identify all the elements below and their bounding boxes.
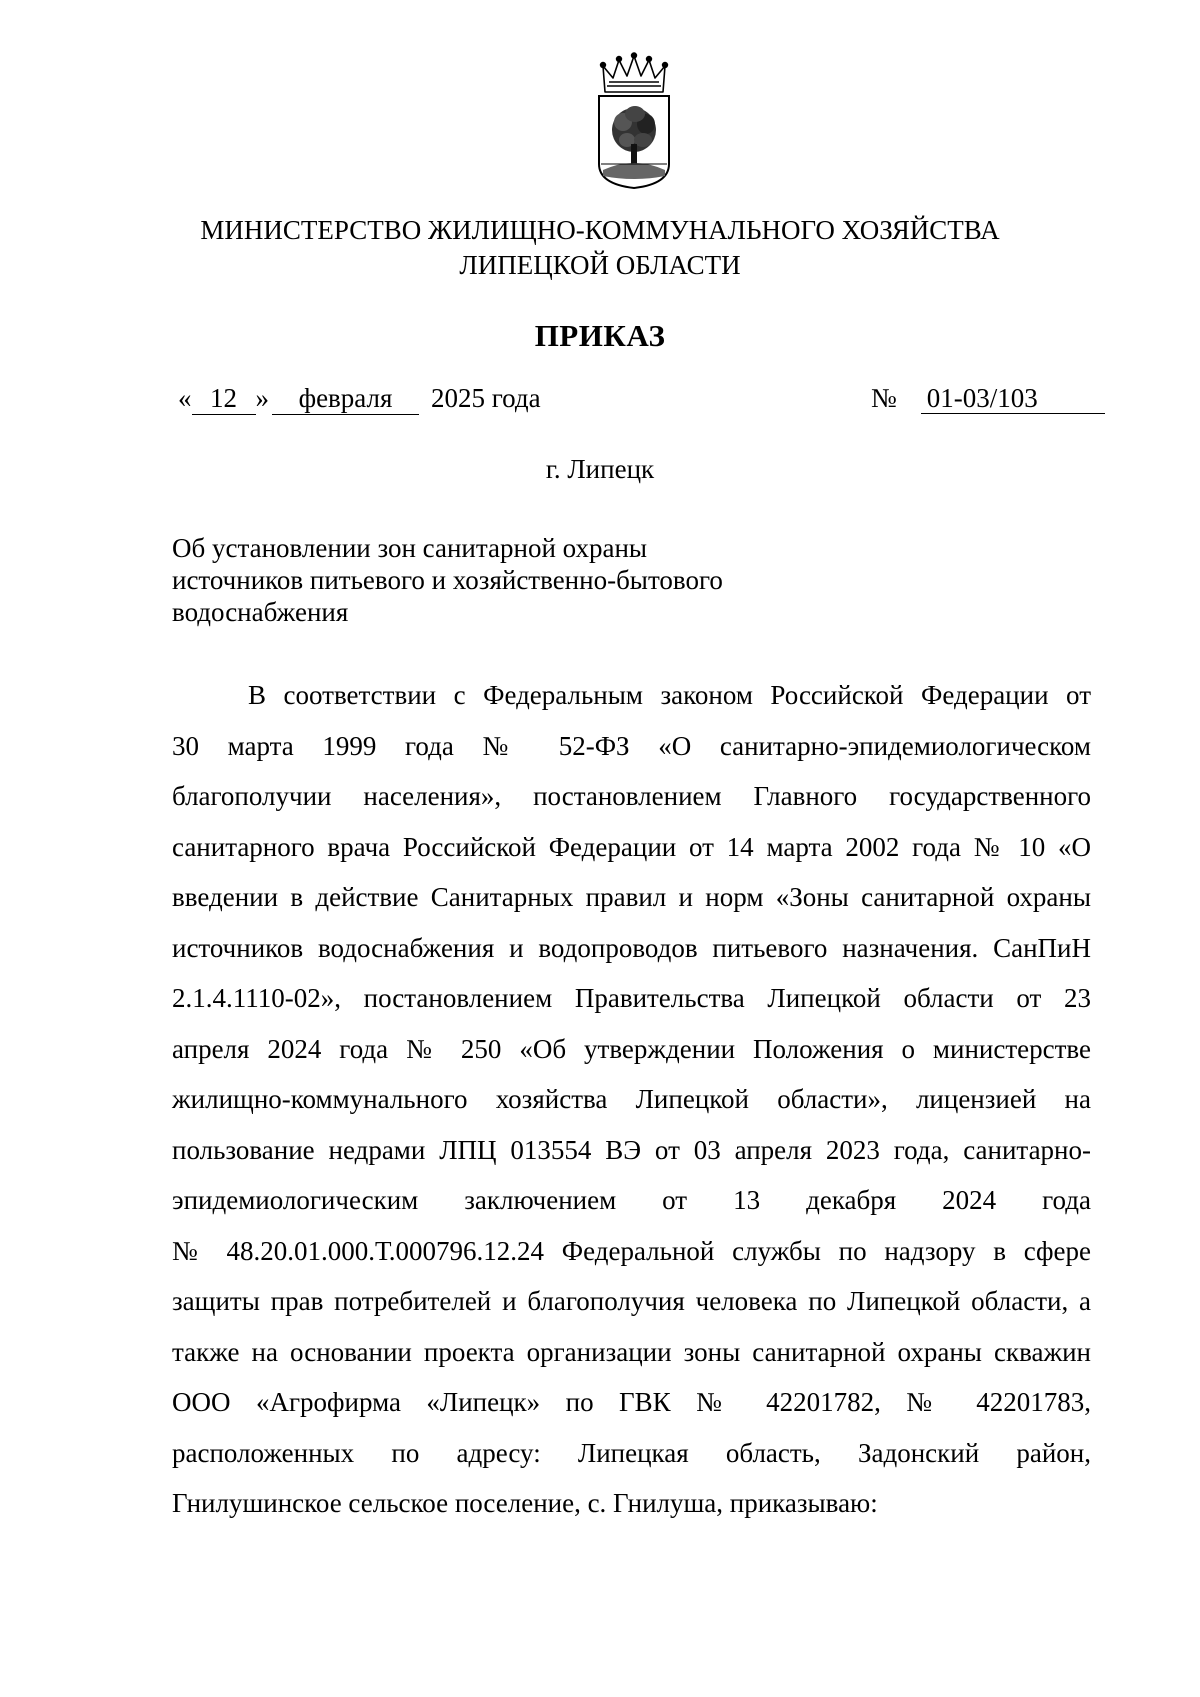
number-sign: № xyxy=(871,383,897,413)
body-line: санитарного врача Российской Федерации от 14 марта 2002 года № 10 «О xyxy=(172,831,1091,862)
body-line: № 48.20.01.000.Т.000796.12.24 Федеральной службы по надзору в сфере xyxy=(172,1235,1091,1266)
subject-line: источников питьевого и хозяйственно-бытового xyxy=(172,565,723,595)
body-line: источников водоснабжения и водопроводов питьевого назначения. СанПиН xyxy=(172,932,1091,963)
date-month: февраля xyxy=(272,383,419,415)
ministry-name-line-2: ЛИПЕЦКОЙ ОБЛАСТИ xyxy=(459,250,741,280)
document-subject xyxy=(172,532,812,628)
body-line: апреля 2024 года № 250 «Об утверждении Положения о министерстве xyxy=(172,1033,1091,1064)
body-line: жилищно-коммунального хозяйства Липецкой области», лицензией на xyxy=(172,1084,1091,1114)
number-value: 01-03/103 xyxy=(921,383,1105,414)
date-day: 12 xyxy=(192,383,256,415)
city-name: г. Липецк xyxy=(545,454,655,484)
body-line: Гнилушинское сельское поселение, с. Гнилуша, приказываю: xyxy=(172,1488,878,1518)
date-open-quote: « xyxy=(178,383,192,413)
body-line: 2.1.4.1110-02», постановлением Правительства Липецкой области от 23 xyxy=(172,983,1091,1013)
lipetsk-coat-of-arms-icon xyxy=(591,52,677,190)
body-line: 30 марта 1999 года № 52-ФЗ «О санитарно-эпидемиологическом xyxy=(172,730,1091,761)
subject-line: водоснабжения xyxy=(172,597,349,627)
body-line: расположенных по адресу: Липецкая область, Задонский район, xyxy=(172,1437,1091,1468)
date-year: 2025 года xyxy=(431,383,541,413)
body-line: также на основании проекта организации зоны санитарной охраны скважин xyxy=(172,1336,1091,1367)
body-line: пользование недрами ЛПЦ 013554 ВЭ от 03 апреля 2023 года, санитарно- xyxy=(172,1134,1091,1165)
body-line: благополучии населения», постановлением Главного государственного xyxy=(172,781,1091,811)
subject-line: Об установлении зон санитарной охраны xyxy=(172,533,648,563)
ministry-name-line-1: МИНИСТЕРСТВО ЖИЛИЩНО-КОММУНАЛЬНОГО ХОЗЯЙСТВА xyxy=(200,215,1000,245)
document-date xyxy=(178,382,541,415)
body-line: защиты прав потребителей и благополучия человека по Липецкой области, а xyxy=(172,1286,1091,1316)
body-line: ООО «Агрофирма «Липецк» по ГВК № 42201782, № 42201783, xyxy=(172,1387,1091,1417)
document-body-paragraph xyxy=(172,677,1091,1536)
body-line: В соответствии с Федеральным законом Российской Федерации от xyxy=(248,680,1091,710)
document-number xyxy=(871,382,1105,415)
document-type-title: ПРИКАЗ xyxy=(534,318,666,353)
body-line: введении в действие Санитарных правил и норм «Зоны санитарной охраны xyxy=(172,882,1091,912)
date-close-quote: » xyxy=(255,383,269,413)
body-line: эпидемиологическим заключением от 13 декабря 2024 года xyxy=(172,1185,1091,1215)
